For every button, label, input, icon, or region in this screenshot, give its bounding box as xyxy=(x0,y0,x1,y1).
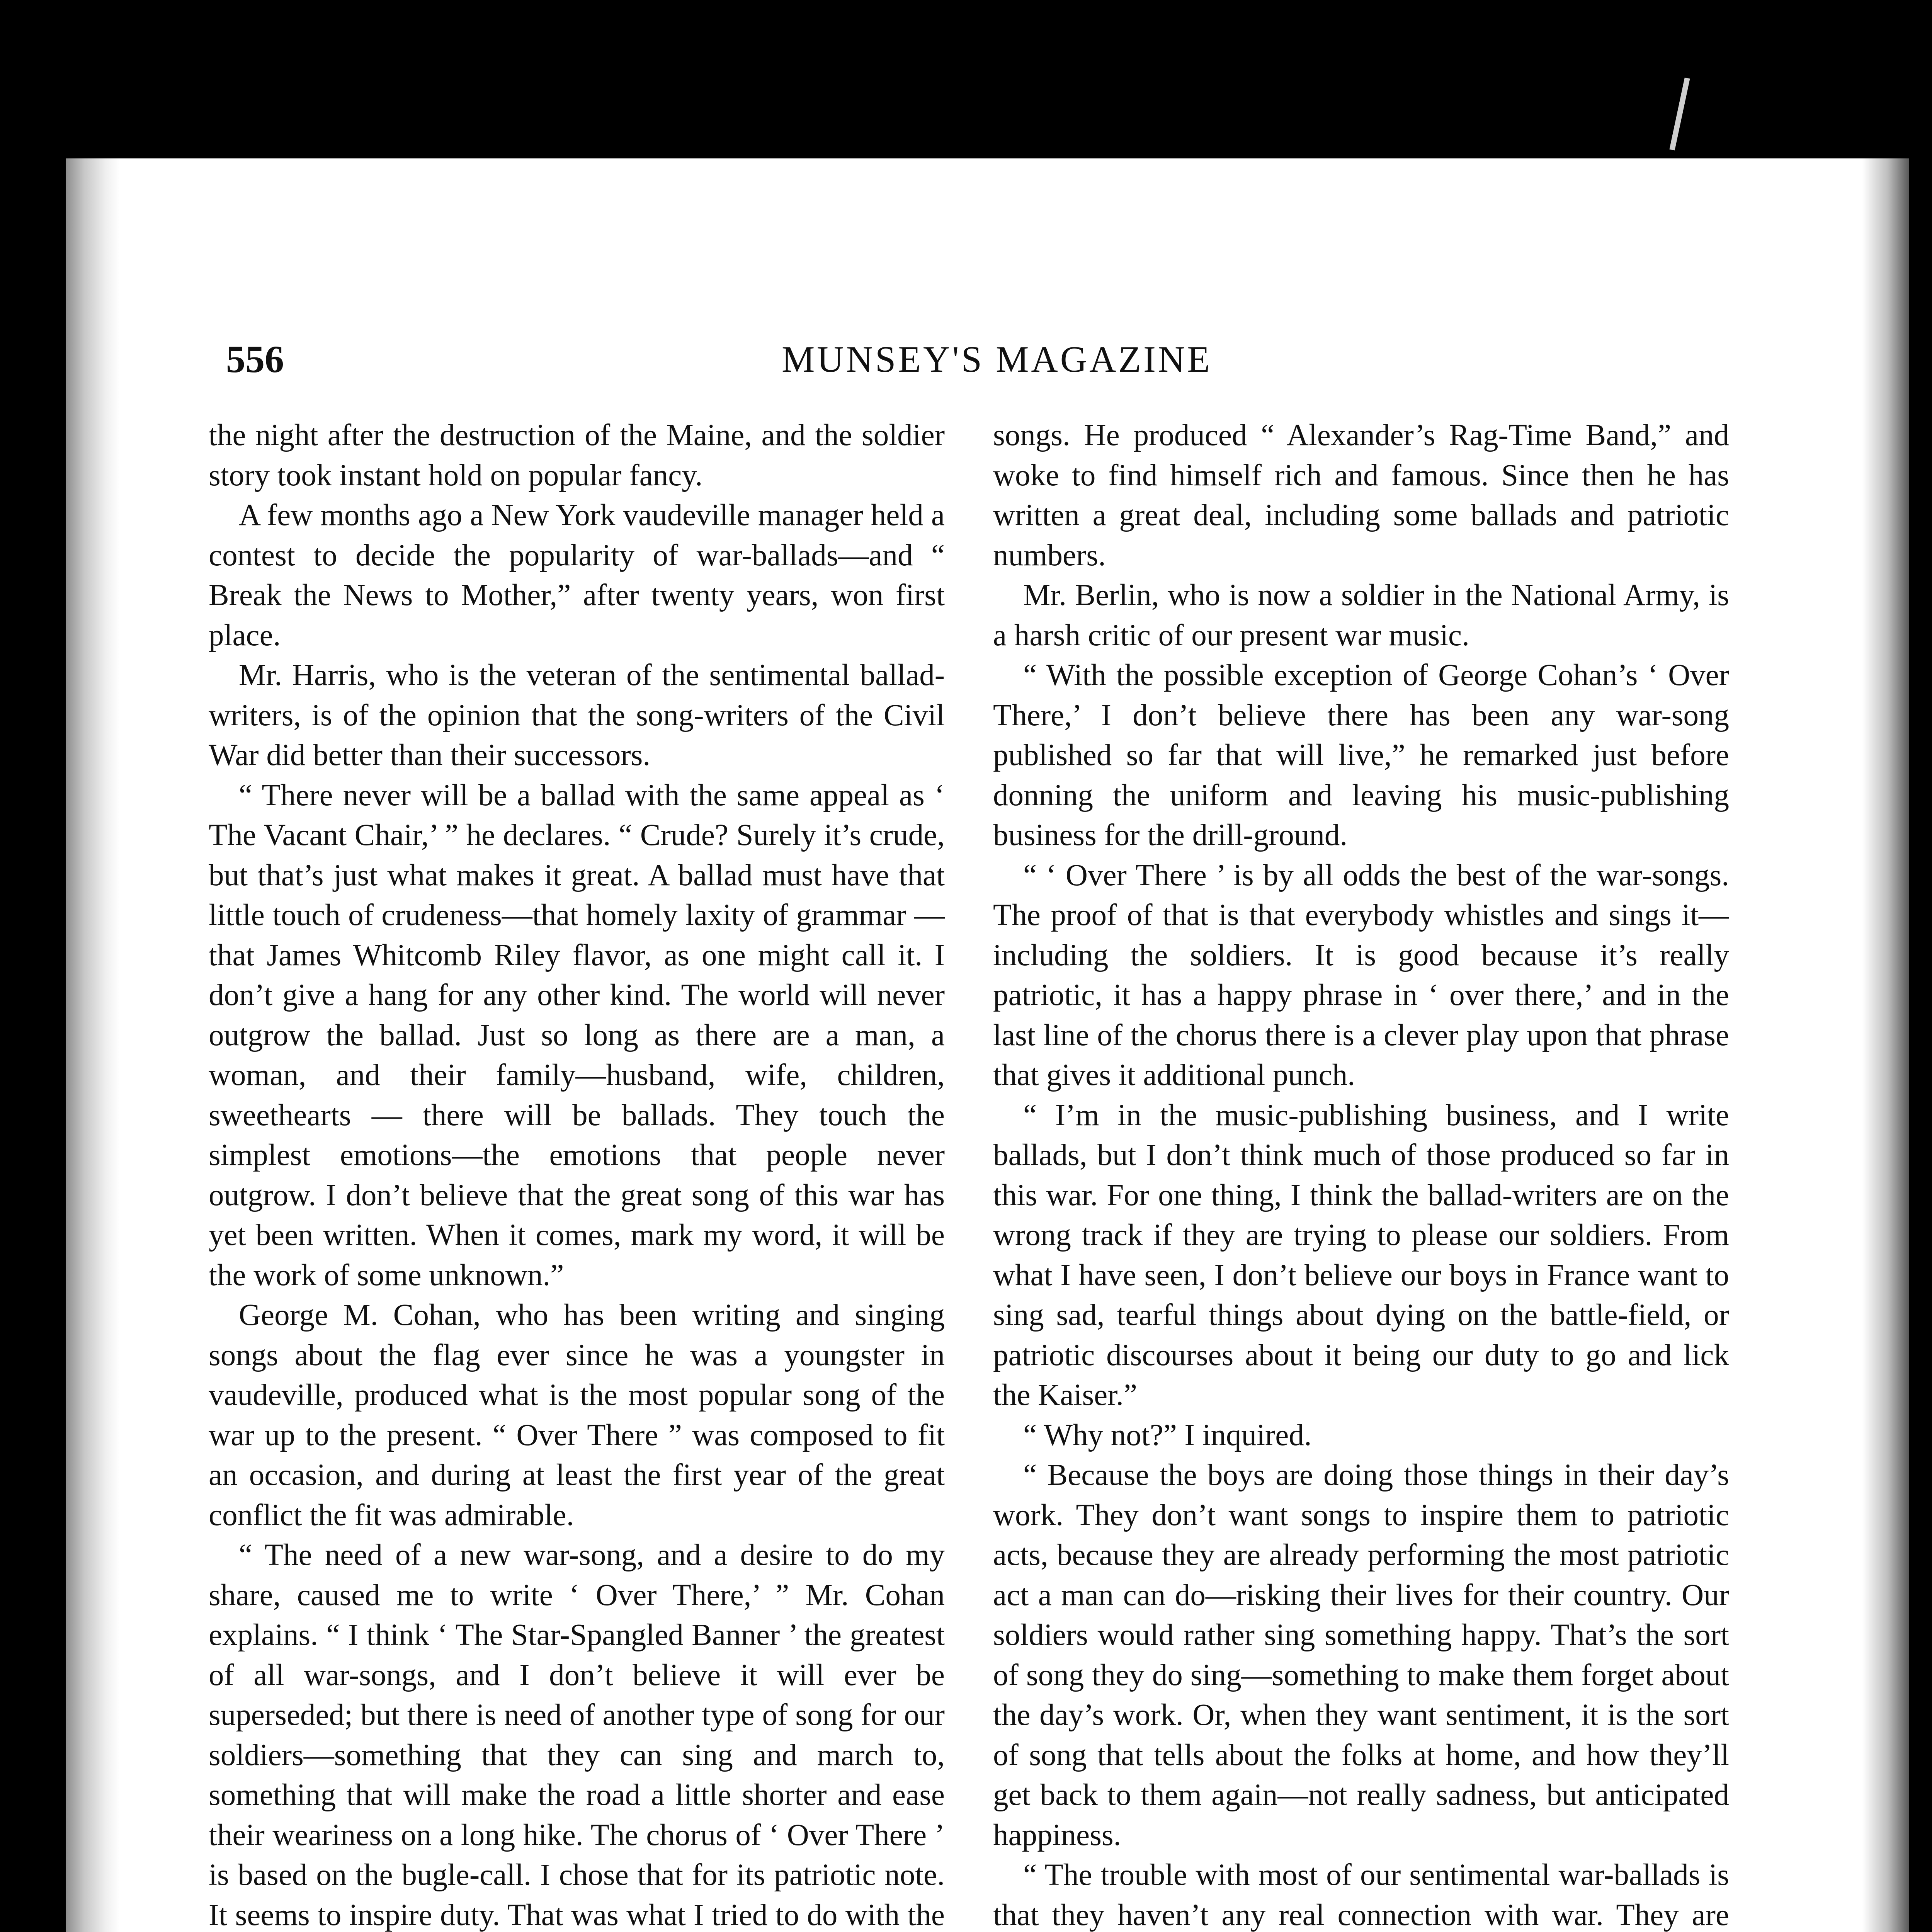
paragraph: Mr. Berlin, who is now a soldier in the National Army, is a harsh critic of our present war music. xyxy=(993,578,1729,652)
binding-edge xyxy=(66,158,120,1932)
paragraph: songs. He produced “ Alexander’s Rag-Time Band,” and woke to find himself rich and famous. Since then he has written a great deal, including some ballads and patriotic numbers. xyxy=(993,418,1729,572)
paragraph: “ The need of a new war-song, and a desire to do my share, caused me to write ‘ Over There,’ ” Mr. Cohan explains. “ I think ‘ The Star-Spangled Banner ’ the greatest of all war-songs, and I don’t believe it will ever be superseded; but there is need of another type of song for our soldiers—something that they can sing and march to, something that will make the road a little shorter and ease their weariness on a long hike. The chorus of ‘ Over There ’ is based on the bugle-call. I chose that for its patriotic note. It seems to inspire duty. That was what I tried to do with the xyxy=(209,1538,945,1932)
running-head xyxy=(226,334,1768,384)
paragraph: “ There never will be a ballad with the same appeal as ‘ The Vacant Chair,’ ” he declares. “ Crude? Surely it’s crude, but that’s just what makes it great. A ballad must have that little touch of crudeness—that homely laxity of grammar — that James Whitcomb Riley flavor, as one might call it. I don’t give a hang for any other kind. The world will never outgrow the ballad. Just so long as there are a man, a woman, and their family—husband, wife, children, sweethearts — there will be ballads. They touch the simplest emotions—the emotions that people never outgrow. I don’t believe that the great song of this war has yet been written. When it comes, mark my word, it will be the work of some unknown.” xyxy=(209,778,945,1292)
page-number: 556 xyxy=(226,338,284,381)
paragraph: Mr. Harris, who is the veteran of the sentimental ballad-writers, is of the opinion that the song-writers of the Civil War did better than their successors. xyxy=(209,658,945,772)
right-column xyxy=(993,415,1729,1932)
paragraph: “ Because the boys are doing those things in their day’s work. They don’t want songs to inspire them to patriotic acts, because they are already performing the most patriotic act a man can do—risking their lives for their country. Our soldiers would rather sing something happy. That’s the sort of song they do sing—something to make them forget about the day’s work. Or, when they want sentiment, it is the sort of song that tells about the folks at home, and how they’ll get back to them again—not really sadness, but anticipated happiness. xyxy=(993,1458,1729,1852)
magazine-title: MUNSEY'S MAGAZINE xyxy=(782,338,1212,380)
paragraph: “ ‘ Over There ’ is by all odds the best of the war-songs. The proof of that is that everybody whistles and sings it—including the soldiers. It is good because it’s really patriotic, it has a happy phrase in ‘ over there,’ and in the last line of the chorus there is a clever play upon that phrase that gives it additional punch. xyxy=(993,858,1729,1092)
magazine-page xyxy=(66,158,1909,1932)
paragraph: “ Why not?” I inquired. xyxy=(1023,1418,1312,1452)
paragraph: “ With the possible exception of George Cohan’s ‘ Over There,’ I don’t believe there has been any war-song published so far that will live,” he remarked just before donning the uniform and leaving his music-publishing business for the drill-ground. xyxy=(993,658,1729,852)
paragraph: A few months ago a New York vaudeville manager held a contest to decide the popularity of war-ballads—and “ Break the News to Mother,” after twenty years, won first place. xyxy=(209,498,945,652)
scan-mark xyxy=(1669,78,1690,151)
paragraph: “ The trouble with most of our sentimental war-ballads is that they haven’t any real connection with war. They are xyxy=(993,1858,1729,1932)
paragraph: “ I’m in the music-publishing business, and I write ballads, but I don’t think much of those produced so far in this war. For one thing, I think the ballad-writers are on the wrong track if they are trying to please our soldiers. From what I have seen, I don’t believe our boys in France want to sing sad, tearful things about dying on the battle-field, or patriotic discourses about it being our duty to go and lick the Kaiser.” xyxy=(993,1098,1729,1412)
paragraph: the night after the destruction of the Maine, and the soldier story took instant hold on popular fancy. xyxy=(209,418,945,492)
spine-shadow xyxy=(1862,158,1909,1932)
left-column xyxy=(209,415,945,1932)
paragraph: George M. Cohan, who has been writing and singing songs about the flag ever since he was a youngster in vaudeville, produced what is the most popular song of the war up to the present. “ Over There ” was composed to fit an occasion, and during at least the first year of the great conflict the fit was admirable. xyxy=(209,1298,945,1532)
